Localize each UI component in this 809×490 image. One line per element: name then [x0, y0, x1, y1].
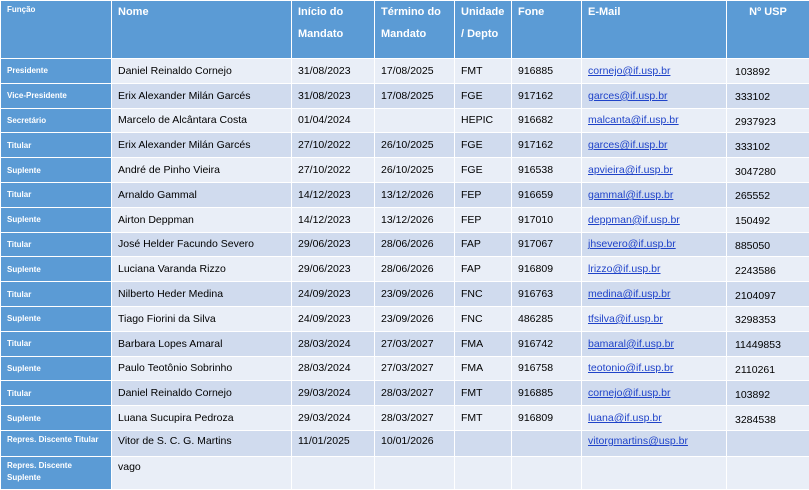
header-nusp: Nº USP — [727, 1, 809, 59]
header-termino: Término do Mandato — [375, 1, 455, 59]
email-cell — [582, 133, 727, 158]
inicio-cell: 31/08/2023 — [292, 59, 375, 84]
email-cell — [582, 83, 727, 108]
termino-cell: 13/12/2026 — [375, 207, 455, 232]
email-cell — [582, 306, 727, 331]
nusp-cell: 333102 — [727, 133, 809, 158]
nusp-cell: 103892 — [727, 381, 809, 406]
role-cell: Repres. Discente Suplente — [1, 456, 112, 489]
termino-cell — [375, 108, 455, 133]
fone-cell — [512, 456, 582, 489]
role-cell: Secretário — [1, 108, 112, 133]
nome-cell: Airton Deppman — [112, 207, 292, 232]
termino-cell: 17/08/2025 — [375, 59, 455, 84]
unidade-cell — [455, 456, 512, 489]
table-row — [1, 430, 809, 456]
fone-cell: 916742 — [512, 331, 582, 356]
inicio-cell: 01/04/2024 — [292, 108, 375, 133]
table-row — [1, 306, 809, 331]
role-cell: Suplente — [1, 207, 112, 232]
email-cell — [582, 158, 727, 183]
unidade-cell: FNC — [455, 306, 512, 331]
nome-cell: Daniel Reinaldo Cornejo — [112, 381, 292, 406]
table-row — [1, 133, 809, 158]
header-nome: Nome — [112, 1, 292, 59]
unidade-cell: FGE — [455, 158, 512, 183]
email-cell — [582, 406, 727, 431]
table-row — [1, 182, 809, 207]
table-row — [1, 59, 809, 84]
termino-cell: 28/03/2027 — [375, 381, 455, 406]
email-link[interactable]: vitorgmartins@usp.br — [588, 435, 688, 447]
email-cell — [582, 207, 727, 232]
inicio-cell: 24/09/2023 — [292, 282, 375, 307]
nusp-cell: 3047280 — [727, 158, 809, 183]
fone-cell: 916659 — [512, 182, 582, 207]
inicio-cell: 27/10/2022 — [292, 158, 375, 183]
table-row — [1, 331, 809, 356]
table-row — [1, 257, 809, 282]
unidade-cell: FNC — [455, 282, 512, 307]
fone-cell: 916758 — [512, 356, 582, 381]
email-cell — [582, 356, 727, 381]
email-link[interactable]: garces@if.usp.br — [588, 90, 668, 102]
email-cell — [582, 182, 727, 207]
email-cell — [582, 430, 727, 456]
table-row — [1, 381, 809, 406]
role-cell: Repres. Discente Titular — [1, 430, 112, 456]
inicio-cell: 29/06/2023 — [292, 232, 375, 257]
inicio-cell: 29/03/2024 — [292, 406, 375, 431]
unidade-cell: HEPIC — [455, 108, 512, 133]
fone-cell: 916885 — [512, 59, 582, 84]
termino-cell: 28/06/2026 — [375, 232, 455, 257]
table-row — [1, 158, 809, 183]
fone-cell: 916763 — [512, 282, 582, 307]
role-cell: Titular — [1, 381, 112, 406]
email-link[interactable]: apvieira@if.usp.br — [588, 164, 673, 176]
role-cell: Vice-Presidente — [1, 83, 112, 108]
nome-cell: Marcelo de Alcântara Costa — [112, 108, 292, 133]
email-link[interactable]: garces@if.usp.br — [588, 139, 668, 151]
email-link[interactable]: bamaral@if.usp.br — [588, 338, 674, 350]
email-cell — [582, 456, 727, 489]
nusp-cell: 2110261 — [727, 356, 809, 381]
nusp-cell: 11449853 — [727, 331, 809, 356]
fone-cell: 486285 — [512, 306, 582, 331]
header-fone: Fone — [512, 1, 582, 59]
role-cell: Titular — [1, 182, 112, 207]
termino-cell: 26/10/2025 — [375, 158, 455, 183]
email-cell — [582, 59, 727, 84]
fone-cell: 916809 — [512, 406, 582, 431]
nome-cell: Paulo Teotônio Sobrinho — [112, 356, 292, 381]
email-cell — [582, 282, 727, 307]
termino-cell: 23/09/2026 — [375, 306, 455, 331]
header-funcao: Função — [1, 1, 112, 59]
fone-cell: 916538 — [512, 158, 582, 183]
fone-cell: 916809 — [512, 257, 582, 282]
inicio-cell: 11/01/2025 — [292, 430, 375, 456]
termino-cell: 23/09/2026 — [375, 282, 455, 307]
email-cell — [582, 108, 727, 133]
fone-cell: 916682 — [512, 108, 582, 133]
fone-cell: 917010 — [512, 207, 582, 232]
termino-cell: 10/01/2026 — [375, 430, 455, 456]
email-link[interactable]: jhsevero@if.usp.br — [588, 238, 676, 250]
inicio-cell: 31/08/2023 — [292, 83, 375, 108]
termino-cell: 13/12/2026 — [375, 182, 455, 207]
role-cell: Suplente — [1, 257, 112, 282]
nusp-cell — [727, 430, 809, 456]
unidade-cell: FAP — [455, 257, 512, 282]
nusp-cell: 3284538 — [727, 406, 809, 431]
role-cell: Suplente — [1, 306, 112, 331]
table-row — [1, 108, 809, 133]
inicio-cell: 27/10/2022 — [292, 133, 375, 158]
table-row — [1, 232, 809, 257]
role-cell: Suplente — [1, 356, 112, 381]
role-cell: Titular — [1, 232, 112, 257]
nusp-cell: 333102 — [727, 83, 809, 108]
nome-cell: Erix Alexander Milán Garcés — [112, 83, 292, 108]
inicio-cell: 29/06/2023 — [292, 257, 375, 282]
nusp-cell: 103892 — [727, 59, 809, 84]
nome-cell: Arnaldo Gammal — [112, 182, 292, 207]
termino-cell: 28/03/2027 — [375, 406, 455, 431]
header-email: E-Mail — [582, 1, 727, 59]
unidade-cell: FMT — [455, 59, 512, 84]
nusp-cell — [727, 456, 809, 489]
table-row — [1, 356, 809, 381]
unidade-cell: FEP — [455, 207, 512, 232]
email-cell — [582, 257, 727, 282]
role-cell: Suplente — [1, 406, 112, 431]
unidade-cell: FMT — [455, 406, 512, 431]
table-row — [1, 282, 809, 307]
fone-cell: 916885 — [512, 381, 582, 406]
nome-cell: Nilberto Heder Medina — [112, 282, 292, 307]
email-link[interactable]: lrizzo@if.usp.br — [588, 263, 661, 275]
nusp-cell: 2937923 — [727, 108, 809, 133]
nome-cell: Luana Sucupira Pedroza — [112, 406, 292, 431]
fone-cell — [512, 430, 582, 456]
inicio-cell: 14/12/2023 — [292, 182, 375, 207]
nusp-cell: 3298353 — [727, 306, 809, 331]
inicio-cell: 14/12/2023 — [292, 207, 375, 232]
termino-cell: 27/03/2027 — [375, 331, 455, 356]
table-row — [1, 456, 809, 489]
inicio-cell: 28/03/2024 — [292, 331, 375, 356]
inicio-cell: 29/03/2024 — [292, 381, 375, 406]
nome-cell: Daniel Reinaldo Cornejo — [112, 59, 292, 84]
nome-cell: vago — [112, 456, 292, 489]
nome-cell: Tiago Fiorini da Silva — [112, 306, 292, 331]
nome-cell: Barbara Lopes Amaral — [112, 331, 292, 356]
email-cell — [582, 331, 727, 356]
table-row — [1, 406, 809, 431]
unidade-cell: FGE — [455, 83, 512, 108]
termino-cell: 27/03/2027 — [375, 356, 455, 381]
termino-cell: 28/06/2026 — [375, 257, 455, 282]
email-link[interactable]: tfsilva@if.usp.br — [588, 313, 663, 325]
header-row — [1, 1, 809, 59]
email-cell — [582, 381, 727, 406]
email-link[interactable]: teotonio@if.usp.br — [588, 362, 673, 374]
unidade-cell: FMT — [455, 381, 512, 406]
role-cell: Presidente — [1, 59, 112, 84]
role-cell: Titular — [1, 331, 112, 356]
email-link[interactable]: luana@if.usp.br — [588, 412, 662, 424]
termino-cell: 26/10/2025 — [375, 133, 455, 158]
nome-cell: Vitor de S. C. G. Martins — [112, 430, 292, 456]
nusp-cell: 885050 — [727, 232, 809, 257]
email-cell — [582, 232, 727, 257]
table-row — [1, 83, 809, 108]
unidade-cell — [455, 430, 512, 456]
nome-cell: Erix Alexander Milán Garcés — [112, 133, 292, 158]
inicio-cell: 28/03/2024 — [292, 356, 375, 381]
nusp-cell: 150492 — [727, 207, 809, 232]
unidade-cell: FMA — [455, 356, 512, 381]
header-inicio: Início do Mandato — [292, 1, 375, 59]
inicio-cell: 24/09/2023 — [292, 306, 375, 331]
unidade-cell: FAP — [455, 232, 512, 257]
email-link[interactable]: cornejo@if.usp.br — [588, 65, 670, 77]
fone-cell: 917162 — [512, 83, 582, 108]
email-link[interactable]: deppman@if.usp.br — [588, 214, 680, 226]
nome-cell: José Helder Facundo Severo — [112, 232, 292, 257]
email-link[interactable]: cornejo@if.usp.br — [588, 387, 670, 399]
nusp-cell: 2243586 — [727, 257, 809, 282]
role-cell: Suplente — [1, 158, 112, 183]
header-unidade: Unidade / Depto — [455, 1, 512, 59]
unidade-cell: FGE — [455, 133, 512, 158]
termino-cell — [375, 456, 455, 489]
email-link[interactable]: gammal@if.usp.br — [588, 189, 673, 201]
termino-cell: 17/08/2025 — [375, 83, 455, 108]
email-link[interactable]: malcanta@if.usp.br — [588, 114, 679, 126]
email-link[interactable]: medina@if.usp.br — [588, 288, 670, 300]
role-cell: Titular — [1, 282, 112, 307]
unidade-cell: FEP — [455, 182, 512, 207]
nome-cell: Luciana Varanda Rizzo — [112, 257, 292, 282]
fone-cell: 917162 — [512, 133, 582, 158]
nome-cell: André de Pinho Vieira — [112, 158, 292, 183]
role-cell: Titular — [1, 133, 112, 158]
unidade-cell: FMA — [455, 331, 512, 356]
nusp-cell: 265552 — [727, 182, 809, 207]
inicio-cell — [292, 456, 375, 489]
table-row — [1, 207, 809, 232]
fone-cell: 917067 — [512, 232, 582, 257]
nusp-cell: 2104097 — [727, 282, 809, 307]
